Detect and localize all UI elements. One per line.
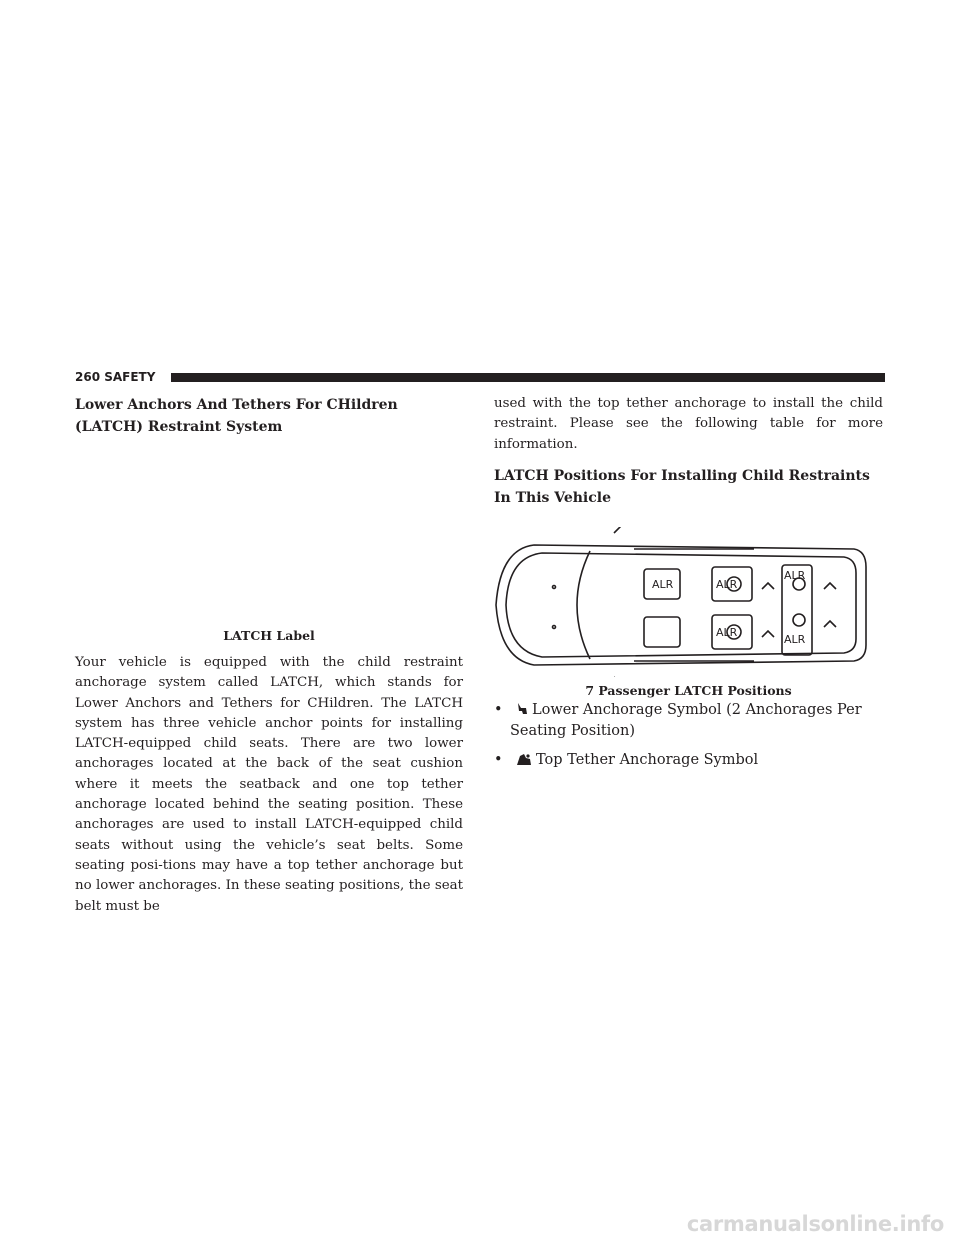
top-tether-text: Top Tether Anchorage Symbol	[536, 751, 759, 768]
top-tether-markers	[762, 583, 836, 637]
section-heading-latch: Lower Anchors And Tethers For CHildren (LATCH) Restraint System	[75, 397, 398, 435]
symbol-legend-list	[494, 700, 883, 771]
page-number-section: 260 SAFETY	[75, 370, 156, 384]
sensor-dot-2	[553, 625, 556, 628]
windshield-line	[577, 551, 590, 659]
lower-anchorage-text: Lower Anchorage Symbol (2 Anchorages Per Seating Position)	[510, 701, 862, 739]
top-tether-icon	[516, 753, 532, 766]
door-lines	[634, 549, 754, 661]
latch-description-paragraph: Your vehicle is equipped with the child restraint anchorage system called LATCH, which stands for Lower Anchors and Tethers for CHildren. The LATCH system has three vehicle anchor points for installing LATCH-equipped child seats. There are two lower anchorages located at the back of the seat cushion where it meets the seatback and one top tether anchorage located behind the seating position. These anchorages are used to install LATCH-equipped child seats without using the vehicle’s seat belts. Some seating posi-tions may have a top tether anchorage but no lower anchorages. In these seating positions, the seat belt must be	[75, 655, 463, 914]
latch-label-caption: LATCH Label	[223, 628, 315, 643]
front-seat-right	[644, 617, 680, 647]
diagram-caption: 7 Passenger LATCH Positions	[585, 682, 792, 698]
alr-label-5: ALR	[784, 632, 806, 646]
mirror-marks	[614, 527, 622, 677]
page-header	[75, 370, 885, 384]
header-rule	[171, 373, 885, 382]
alr-label-1: ALR	[652, 577, 674, 591]
left-column	[75, 394, 463, 917]
latch-label-image-area	[75, 438, 463, 628]
lower-anchorage-marker-4	[793, 614, 805, 626]
bullet: •	[494, 701, 503, 718]
lower-anchorage-icon	[516, 702, 528, 716]
legend-item-lower-anchorage	[494, 700, 883, 742]
site-watermark: carmanualsonline.info	[686, 1212, 944, 1236]
vehicle-latch-diagram	[494, 527, 874, 677]
alr-label-3: ALR	[716, 625, 738, 639]
right-column	[494, 394, 883, 771]
sensor-dot-1	[553, 585, 556, 588]
alr-label-2: ALR	[716, 577, 738, 591]
section-heading-latch-positions: LATCH Positions For Installing Child Restraints In This Vehicle	[494, 467, 870, 506]
bullet: •	[494, 751, 503, 768]
vehicle-body-outline	[496, 545, 866, 665]
legend-item-top-tether	[494, 750, 883, 771]
continued-paragraph: used with the top tether anchorage to install the child restraint. Please see the following table for more information.	[494, 396, 883, 452]
alr-label-4: ALR	[784, 568, 806, 582]
